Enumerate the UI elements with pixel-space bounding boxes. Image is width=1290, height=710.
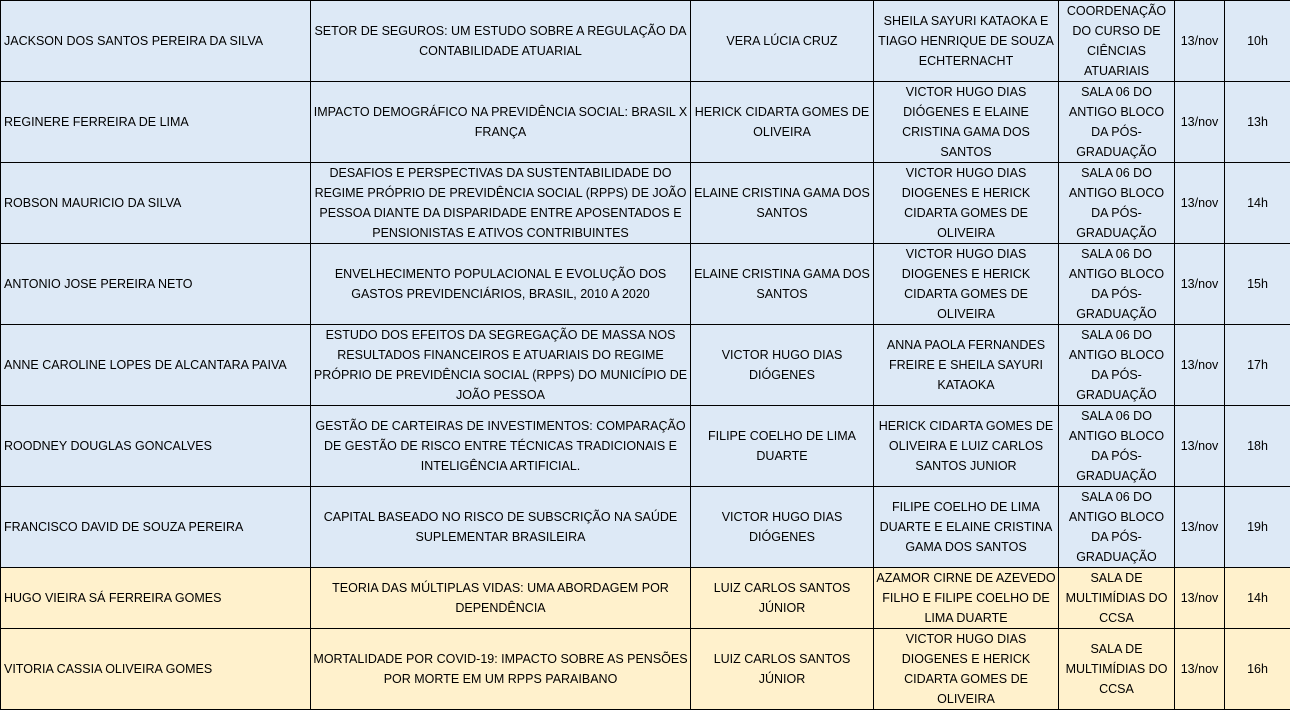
time-cell: 15h [1225, 244, 1290, 325]
time-cell: 14h [1225, 568, 1290, 629]
time-cell: 17h [1225, 325, 1290, 406]
title-cell: IMPACTO DEMOGRÁFICO NA PREVIDÊNCIA SOCIAL: BRASIL X FRANÇA [311, 82, 691, 163]
student-cell: FRANCISCO DAVID DE SOUZA PEREIRA [1, 487, 311, 568]
student-cell: ROBSON MAURICIO DA SILVA [1, 163, 311, 244]
title-cell: TEORIA DAS MÚLTIPLAS VIDAS: UMA ABORDAGEM POR DEPENDÊNCIA [311, 568, 691, 629]
advisor-cell: LUIZ CARLOS SANTOS JÚNIOR [691, 629, 874, 710]
advisor-cell: ELAINE CRISTINA GAMA DOS SANTOS [691, 163, 874, 244]
table-row [1, 325, 1290, 406]
date-cell: 13/nov [1175, 82, 1225, 163]
title-cell: MORTALIDADE POR COVID-19: IMPACTO SOBRE AS PENSÕES POR MORTE EM UM RPPS PARAIBANO [311, 629, 691, 710]
time-cell: 14h [1225, 163, 1290, 244]
time-cell: 10h [1225, 1, 1290, 82]
table-row [1, 244, 1290, 325]
table-row [1, 82, 1290, 163]
student-cell: REGINERE FERREIRA DE LIMA [1, 82, 311, 163]
title-cell: ENVELHECIMENTO POPULACIONAL E EVOLUÇÃO DOS GASTOS PREVIDENCIÁRIOS, BRASIL, 2010 A 2020 [311, 244, 691, 325]
student-cell: VITORIA CASSIA OLIVEIRA GOMES [1, 629, 311, 710]
advisor-cell: FILIPE COELHO DE LIMA DUARTE [691, 406, 874, 487]
time-cell: 16h [1225, 629, 1290, 710]
location-cell: SALA 06 DO ANTIGO BLOCO DA PÓS-GRADUAÇÃO [1059, 82, 1175, 163]
student-cell: HUGO VIEIRA SÁ FERREIRA GOMES [1, 568, 311, 629]
advisor-cell: VICTOR HUGO DIAS DIÓGENES [691, 487, 874, 568]
student-cell: ANTONIO JOSE PEREIRA NETO [1, 244, 311, 325]
location-cell: SALA DE MULTIMÍDIAS DO CCSA [1059, 568, 1175, 629]
table-row [1, 487, 1290, 568]
committee-cell: VICTOR HUGO DIAS DIOGENES E HERICK CIDARTA GOMES DE OLIVEIRA [874, 244, 1059, 325]
title-cell: DESAFIOS E PERSPECTIVAS DA SUSTENTABILIDADE DO REGIME PRÓPRIO DE PREVIDÊNCIA SOCIAL (RPPS) DE JOÃO PESSOA DIANTE DA DISPARIDADE ENTRE APOSENTADOS E PENSIONISTAS E ATIVOS CONTRIBUINTES [311, 163, 691, 244]
title-cell: GESTÃO DE CARTEIRAS DE INVESTIMENTOS: COMPARAÇÃO DE GESTÃO DE RISCO ENTRE TÉCNICAS TRADICIONAIS E INTELIGÊNCIA ARTIFICIAL. [311, 406, 691, 487]
committee-cell: VICTOR HUGO DIAS DIOGENES E HERICK CIDARTA GOMES DE OLIVEIRA [874, 163, 1059, 244]
committee-cell: ANNA PAOLA FERNANDES FREIRE E SHEILA SAYURI KATAOKA [874, 325, 1059, 406]
time-cell: 13h [1225, 82, 1290, 163]
table-row [1, 163, 1290, 244]
title-cell: SETOR DE SEGUROS: UM ESTUDO SOBRE A REGULAÇÃO DA CONTABILIDADE ATUARIAL [311, 1, 691, 82]
advisor-cell: HERICK CIDARTA GOMES DE OLIVEIRA [691, 82, 874, 163]
student-cell: ROODNEY DOUGLAS GONCALVES [1, 406, 311, 487]
date-cell: 13/nov [1175, 406, 1225, 487]
date-cell: 13/nov [1175, 487, 1225, 568]
date-cell: 13/nov [1175, 1, 1225, 82]
location-cell: SALA 06 DO ANTIGO BLOCO DA PÓS-GRADUAÇÃO [1059, 406, 1175, 487]
committee-cell: FILIPE COELHO DE LIMA DUARTE E ELAINE CRISTINA GAMA DOS SANTOS [874, 487, 1059, 568]
advisor-cell: ELAINE CRISTINA GAMA DOS SANTOS [691, 244, 874, 325]
date-cell: 13/nov [1175, 244, 1225, 325]
committee-cell: AZAMOR CIRNE DE AZEVEDO FILHO E FILIPE COELHO DE LIMA DUARTE [874, 568, 1059, 629]
location-cell: SALA 06 DO ANTIGO BLOCO DA PÓS-GRADUAÇÃO [1059, 487, 1175, 568]
location-cell: COORDENAÇÃO DO CURSO DE CIÊNCIAS ATUARIAIS [1059, 1, 1175, 82]
table-row [1, 568, 1290, 629]
student-cell: JACKSON DOS SANTOS PEREIRA DA SILVA [1, 1, 311, 82]
time-cell: 18h [1225, 406, 1290, 487]
committee-cell: SHEILA SAYURI KATAOKA E TIAGO HENRIQUE DE SOUZA ECHTERNACHT [874, 1, 1059, 82]
location-cell: SALA 06 DO ANTIGO BLOCO DA PÓS-GRADUAÇÃO [1059, 244, 1175, 325]
table-row [1, 1, 1290, 82]
date-cell: 13/nov [1175, 325, 1225, 406]
committee-cell: VICTOR HUGO DIAS DIOGENES E HERICK CIDARTA GOMES DE OLIVEIRA [874, 629, 1059, 710]
table-row [1, 629, 1290, 710]
date-cell: 13/nov [1175, 568, 1225, 629]
student-cell: ANNE CAROLINE LOPES DE ALCANTARA PAIVA [1, 325, 311, 406]
location-cell: SALA DE MULTIMÍDIAS DO CCSA [1059, 629, 1175, 710]
time-cell: 19h [1225, 487, 1290, 568]
committee-cell: HERICK CIDARTA GOMES DE OLIVEIRA E LUIZ CARLOS SANTOS JUNIOR [874, 406, 1059, 487]
date-cell: 13/nov [1175, 163, 1225, 244]
table-row [1, 406, 1290, 487]
title-cell: ESTUDO DOS EFEITOS DA SEGREGAÇÃO DE MASSA NOS RESULTADOS FINANCEIROS E ATUARIAIS DO REGIME PRÓPRIO DE PREVIDÊNCIA SOCIAL (RPPS) DO MUNICÍPIO DE JOÃO PESSOA [311, 325, 691, 406]
advisor-cell: LUIZ CARLOS SANTOS JÚNIOR [691, 568, 874, 629]
date-cell: 13/nov [1175, 629, 1225, 710]
location-cell: SALA 06 DO ANTIGO BLOCO DA PÓS-GRADUAÇÃO [1059, 163, 1175, 244]
advisor-cell: VERA LÚCIA CRUZ [691, 1, 874, 82]
committee-cell: VICTOR HUGO DIAS DIÓGENES E ELAINE CRISTINA GAMA DOS SANTOS [874, 82, 1059, 163]
advisor-cell: VICTOR HUGO DIAS DIÓGENES [691, 325, 874, 406]
location-cell: SALA 06 DO ANTIGO BLOCO DA PÓS-GRADUAÇÃO [1059, 325, 1175, 406]
title-cell: CAPITAL BASEADO NO RISCO DE SUBSCRIÇÃO NA SAÚDE SUPLEMENTAR BRASILEIRA [311, 487, 691, 568]
